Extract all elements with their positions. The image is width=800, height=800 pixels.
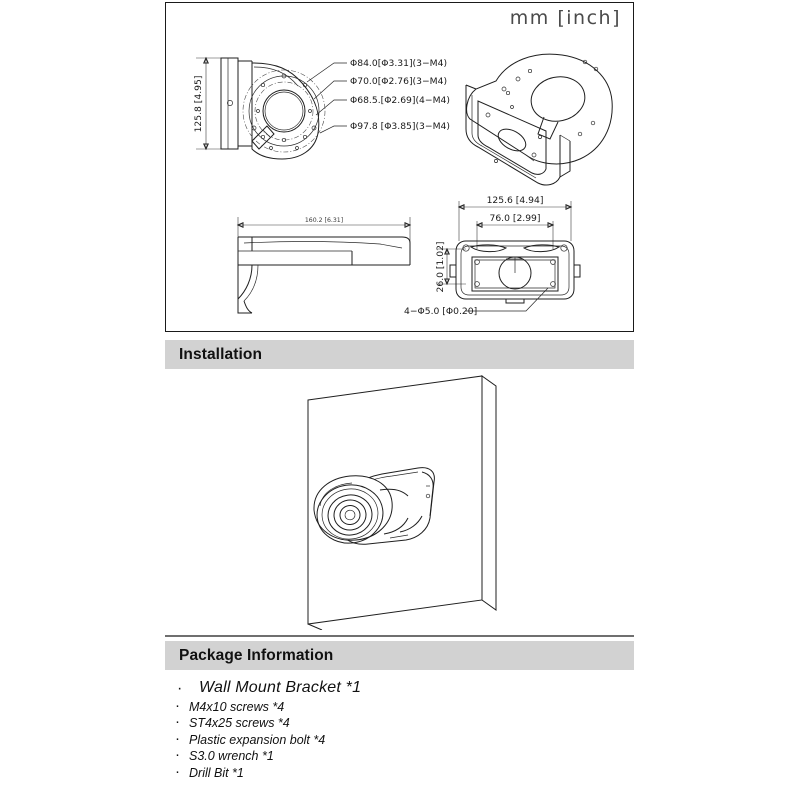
base-view-drawing: [404, 195, 580, 317]
list-item: · M4x10 screws *4: [165, 699, 634, 715]
side-view-length-text: 160.2 [6.31]: [304, 217, 344, 224]
base-view-hole-callout: 4−Φ5.0 [Φ0.20]: [404, 306, 478, 317]
list-item: · Wall Mount Bracket *1: [165, 676, 634, 699]
dimension-drawing-svg: [166, 3, 632, 330]
list-item: · Plastic expansion bolt *4: [165, 732, 634, 748]
dimension-drawing-panel: [165, 2, 634, 332]
callout-2: Φ70.0[Φ2.76](3−M4): [350, 76, 448, 87]
side-view-drawing: [238, 217, 410, 313]
installation-svg: [250, 372, 550, 630]
list-item: · ST4x25 screws *4: [165, 715, 634, 731]
base-view-width-text: 125.6 [4.94]: [486, 195, 544, 206]
section-title-installation: Installation: [179, 345, 263, 363]
base-view-hole-spacing-text: 76.0 [2.99]: [489, 213, 541, 224]
list-item: · S3.0 wrench *1: [165, 748, 634, 764]
section-header-package: [165, 641, 634, 670]
callout-3: Φ68.5.[Φ2.69](4−M4): [350, 95, 450, 106]
list-item: · Drill Bit *1: [165, 765, 634, 781]
base-view-height-text: 26.0 [1.02]: [435, 241, 446, 293]
front-view-height-text: 125.8 [4.95]: [193, 75, 204, 133]
section-title-package: Package Information: [179, 646, 334, 664]
front-view-callouts: [350, 58, 450, 132]
section-header-installation: [165, 340, 634, 369]
callout-1: Φ84.0[Φ3.31](3−M4): [350, 58, 448, 69]
package-item-list: [165, 676, 634, 781]
installation-illustration: [165, 372, 634, 630]
callout-4: Φ97.8 [Φ3.85](3−M4): [350, 121, 450, 132]
front-view-drawing: [193, 58, 347, 159]
units-label: mm [inch]: [509, 7, 621, 29]
isometric-view-drawing: [466, 54, 612, 185]
package-section-rule: [165, 635, 634, 637]
